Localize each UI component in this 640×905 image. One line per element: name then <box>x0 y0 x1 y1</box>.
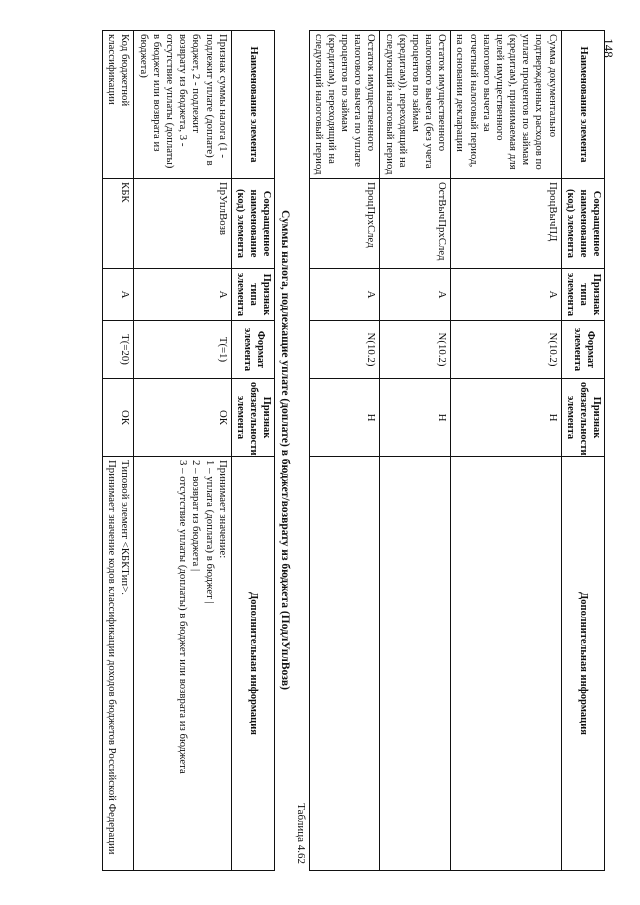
element-info-cell: Принимает значение: 1 – уплата (доплата) в бюджет | 2 – возврат из бюджета | 3 – отсутствие уплаты (доплаты) в бюджет или возврата из бюджета <box>134 457 231 871</box>
element-type-cell: А <box>134 269 231 321</box>
header-cell: Признак типа элемента <box>231 269 274 321</box>
table-number-label: Таблица 4.62 <box>294 803 307 864</box>
element-name-cell: Остаток имущественного налогового вычета (без учета процентов по займам (кредитам)), переходящий на следующий налоговый период <box>380 31 451 179</box>
upper-table <box>309 30 605 871</box>
table-caption: Суммы налога, подлежащие уплате (доплате) в бюджет/возврату из бюджета (ПодлУплВозв) <box>279 210 292 690</box>
table-row <box>134 31 231 871</box>
element-code-cell: ПрУплВозв <box>134 179 231 269</box>
element-code-cell: ПроцВычПД <box>451 179 561 269</box>
page-number: 148 <box>601 38 616 58</box>
element-required-cell: Н <box>451 379 561 457</box>
element-type-cell: А <box>103 269 134 321</box>
element-type-cell: А <box>451 269 561 321</box>
element-info-cell: Типовой элемент <КБКТип>. Принимает значение кодов классификации доходов бюджетов Российской Федерации <box>103 457 134 871</box>
element-code-cell: ОстВычПрхСлед <box>380 179 451 269</box>
header-cell: Формат элемента <box>561 321 604 379</box>
element-info-cell <box>380 457 451 871</box>
element-format-cell: T(=1) <box>134 321 231 379</box>
element-format-cell: N(10.2) <box>380 321 451 379</box>
element-name-cell: Сумма документально подтвержденных расходов по уплате процентов по займам (кредитам), принимаемая для целей имущественного налогового вычета за отчетный налоговый период, на основании декларации <box>451 31 561 179</box>
element-required-cell: ОК <box>103 379 134 457</box>
element-info-cell <box>451 457 561 871</box>
rotated-sheet <box>40 30 605 870</box>
table-row <box>380 31 451 871</box>
header-cell: Наименование элемента <box>561 31 604 179</box>
element-required-cell: Н <box>380 379 451 457</box>
header-cell: Сокращенное наименование (код) элемента <box>561 179 604 269</box>
header-cell: Признак обязательности элемента <box>561 379 604 457</box>
element-info-cell <box>309 457 380 871</box>
header-cell: Дополнительная информация <box>231 457 274 871</box>
element-code-cell: ПроцПрхСлед <box>309 179 380 269</box>
element-required-cell: Н <box>309 379 380 457</box>
table-row <box>451 31 561 871</box>
element-name-cell: Признак суммы налога (1 - подлежит уплате (доплате) в бюджет, 2 - подлежит возврату из бюджета, 3 - отсутствие уплаты (доплаты) в бюджет или возврата из бюджета) <box>134 31 231 179</box>
element-format-cell: T(=20) <box>103 321 134 379</box>
element-required-cell: ОК <box>134 379 231 457</box>
upper-table-header <box>561 31 604 871</box>
header-cell: Дополнительная информация <box>561 457 604 871</box>
element-type-cell: А <box>309 269 380 321</box>
element-format-cell: N(10.2) <box>451 321 561 379</box>
table-row <box>309 31 380 871</box>
table-row <box>103 31 134 871</box>
header-cell: Формат элемента <box>231 321 274 379</box>
header-cell: Признак обязательности элемента <box>231 379 274 457</box>
element-format-cell: N(10.2) <box>309 321 380 379</box>
lower-table <box>102 30 275 871</box>
header-cell: Наименование элемента <box>231 31 274 179</box>
element-code-cell: КБК <box>103 179 134 269</box>
header-cell: Сокращенное наименование (код) элемента <box>231 179 274 269</box>
header-cell: Признак типа элемента <box>561 269 604 321</box>
element-name-cell: Код бюджетной классификации <box>103 31 134 179</box>
element-type-cell: А <box>380 269 451 321</box>
lower-table-header <box>231 31 274 871</box>
element-name-cell: Остаток имущественного налогового вычета по уплате процентов по займам (кредитам), переходящий на следующий налоговый период <box>309 31 380 179</box>
